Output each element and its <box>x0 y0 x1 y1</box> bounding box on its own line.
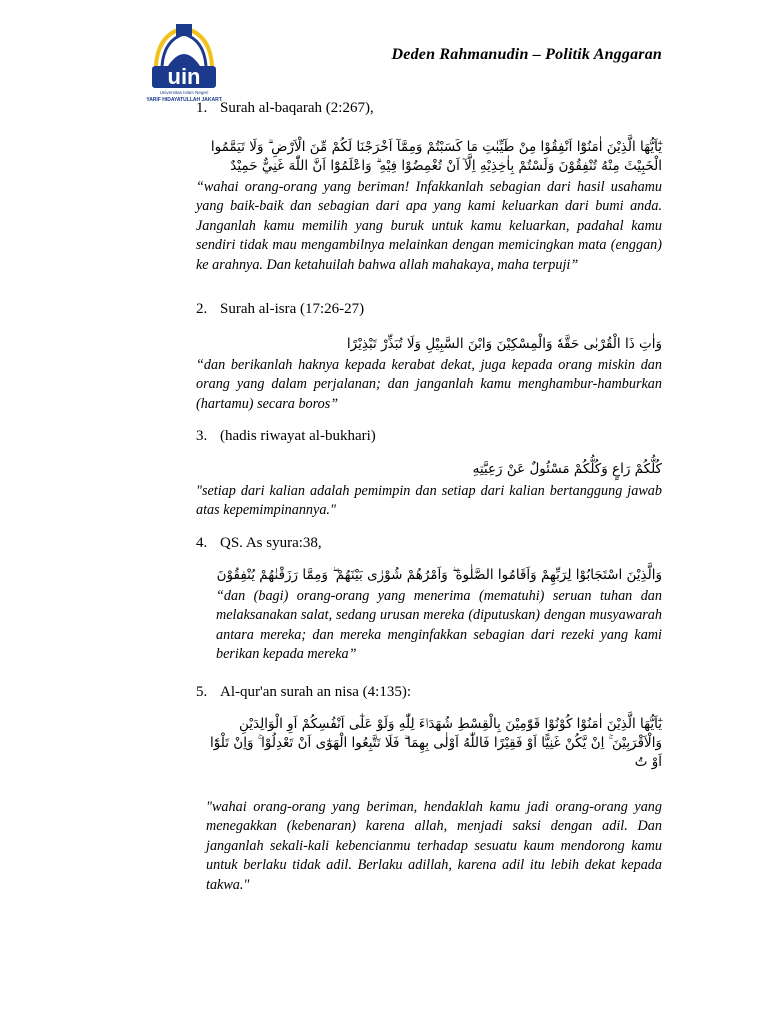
uin-logo <box>146 22 222 104</box>
logo-subtitle-1: Universitas Islam Negeri <box>159 90 209 95</box>
section-title: (hadis riwayat al-bukhari) <box>220 428 376 444</box>
section-number: 3. <box>196 428 208 444</box>
section-5-heading <box>196 684 411 701</box>
section-4-heading <box>196 535 322 552</box>
section-number: 4. <box>196 535 208 551</box>
logo-subtitle-2: SYARIF HIDAYATULLAH JAKARTA <box>146 97 222 103</box>
section-2-heading <box>196 301 364 318</box>
section-3-translation: "setiap dari kalian adalah pemimpin dan setiap dari kalian bertanggung jawab atas kepemimpinannya." <box>196 483 662 519</box>
section-5-arabic: يٰٓاَيُّهَا الَّذِيْنَ اٰمَنُوْا كُوْنُوْا قَوّٰمِيْنَ بِالْقِسْطِ شُهَدَاۤءَ لِلّٰهِ وَلَوْ عَلٰٓى اَنْفُسِكُمْ اَوِ الْوَالِدَيْنِ وَالْاَقْرَبِيْنَ ۚ اِنْ يَّكُنْ غَنِيًّا اَوْ فَقِيْرًا فَاللّٰهُ اَوْلٰى بِهِمَا ۗ فَلَا تَتَّبِعُوا الْهَوٰٓى اَنْ تَعْدِلُوْا ۚ وَاِنْ تَلْوٗٓا اَوْ تُ <box>210 716 662 770</box>
section-1-arabic: يٰٓاَيُّهَا الَّذِيْنَ اٰمَنُوْٓا اَنْفِقُوْا مِنْ طَيِّبٰتِ مَا كَسَبْتُمْ وَمِمَّآ اَخْرَجْنَا لَكُمْ مِّنَ الْاَرْضِ ۗ وَلَا تَيَمَّمُوا الْخَبِيْثَ مِنْهُ تُنْفِقُوْنَ وَلَسْتُمْ بِاٰخِذِيْهِ اِلَّآ اَنْ تُغْمِضُوْا فِيْهِ ۗ وَاعْلَمُوْٓا اَنَّ اللّٰهَ غَنِيٌّ حَمِيْدٌ <box>210 139 662 174</box>
section-2-arabic: وَاٰتِ ذَا الْقُرْبٰى حَقَّهٗ وَالْمِسْكِيْنَ وَابْنَ السَّبِيْلِ وَلَا تُبَذِّرْ تَبْذِيْرًا <box>346 336 662 352</box>
section-5-translation: "wahai orang-orang yang beriman, hendaklah kamu jadi orang-orang yang menegakkan (kebenaran) karena allah, menjadi saksi dengan adil. Dan janganlah sekali-kali kebencianmu terhadap sesuatu kaum mendorong kamu untuk berlaku tidak adil. Berlaku adillah, karena adil itu lebih dekat kepada takwa." <box>206 799 662 893</box>
logo-text: uin <box>167 64 201 89</box>
section-1-translation: “wahai orang-orang yang beriman! Infakkanlah sebagian dari hasil usahamu yang baik-baik dan sebagian dari apa yang kami keluarkan dari bumi anda. Janganlah kamu memilih yang buruk untuk kamu keluarkan, padahal kamu sendiri tidak mau mengambilnya melainkan dengan memicingkan mata (enggan) ke arahnya. Dan ketahuilah bahwa allah mahakaya, maha terpuji” <box>196 179 662 273</box>
section-number: 5. <box>196 684 208 700</box>
section-3-arabic: كُلُّكُمْ رَاعٍ وَكُلُّكُمْ مَسْئُولٌ عَنْ رَعِيَّتِهِ <box>472 461 662 477</box>
section-2-translation: “dan berikanlah haknya kepada kerabat dekat, juga kepada orang miskin dan orang yang dalam perjalanan; dan janganlah kamu menghambur-hamburkan (hartamu) secara boros” <box>196 357 662 412</box>
section-title: Al-qur'an surah an nisa (4:135): <box>220 684 411 700</box>
section-4-arabic: وَالَّذِيْنَ اسْتَجَابُوْا لِرَبِّهِمْ وَاَقَامُوا الصَّلٰوةَ ۖ وَاَمْرُهُمْ شُوْرٰى بَيْنَهُمْ ۖ وَمِمَّا رَزَقْنٰهُمْ يُنْفِقُوْنَ <box>216 567 662 583</box>
section-number: 2. <box>196 301 208 317</box>
section-title: QS. As syura:38, <box>220 535 322 551</box>
section-1-heading <box>196 100 374 117</box>
section-3-heading <box>196 428 376 445</box>
header-title: Deden Rahmanudin – Politik Anggaran <box>391 46 662 63</box>
section-title: Surah al-isra (17:26-27) <box>220 301 365 317</box>
section-4-translation: “dan (bagi) orang-orang yang menerima (mematuhi) seruan tuhan dan melaksanakan salat, sedang urusan mereka (diputuskan) dengan musyawarah antara mereka; dan mereka menginfakkan sebagian dari rezeki yang kami berikan kepada mereka” <box>216 588 662 663</box>
section-number: 1. <box>196 100 208 116</box>
section-title: Surah al-baqarah (2:267), <box>220 100 374 116</box>
